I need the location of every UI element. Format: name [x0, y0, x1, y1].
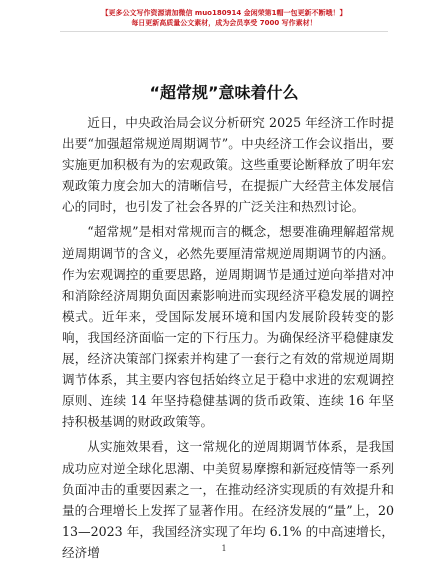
- promo-header-line-2: 每日更新高质量公文素材，成为会员享受 7000 写作素材！: [131, 19, 317, 27]
- header-divider: [60, 31, 388, 32]
- paragraph: “超常规”是相对常规而言的概念，想要准确理解超常规逆周期调节的含义，必然先要厘清常规逆周期调节的内涵。作为宏观调控的重要思路，逆周期调节是通过逆向举措对冲和消除经济周期负面因素影响进而实现经济平稳发展的调控模式。近年来，受国际发展环境和国内发展阶段转变的影响，我国经济面临一定的下行压力。为确保经济平稳健康发展，经济决策部门探索并构建了一套行之有效的常规逆周期调节体系，其主要内容包括始终立足于稳中求进的宏观调控原则、连续 14 年坚持稳健基调的货币政策、连续 16 年坚持积极基调的财政政策等。: [62, 224, 394, 430]
- document-title: “超常规”意味着什么: [149, 83, 299, 102]
- page-number: 1: [221, 544, 227, 553]
- promo-header-line-1: 【更多公文写作资源请加微信 muo180914 金闲荣第1帽一包更新不断哦！】: [101, 9, 347, 17]
- paragraph: 从实施效果看，这一常规化的逆周期调节体系，是我国成功应对逆全球化思潮、中美贸易摩擦和新冠疫情等一系列负面冲击的重要因素之一，在推动经济实现质的有效提升和量的合理增长上发挥了显著作用。在经济发展的“量”上，2013—2023 年，我国经济实现了年均 6.1% 的中高速增长，经济增: [62, 439, 394, 560]
- paragraph: 近日，中央政治局会议分析研究 2025 年经济工作时提出要“加强超常规逆周期调节”。中央经济工作会议指出，要实施更加积极有为的宏观政策。这些重要论断释放了明年宏观政策力度会加大的清晰信号，在提振广大经营主体发展信心的同时，也引发了社会各界的广泛关注和热烈讨论。: [62, 115, 394, 215]
- document-body: [62, 112, 394, 567]
